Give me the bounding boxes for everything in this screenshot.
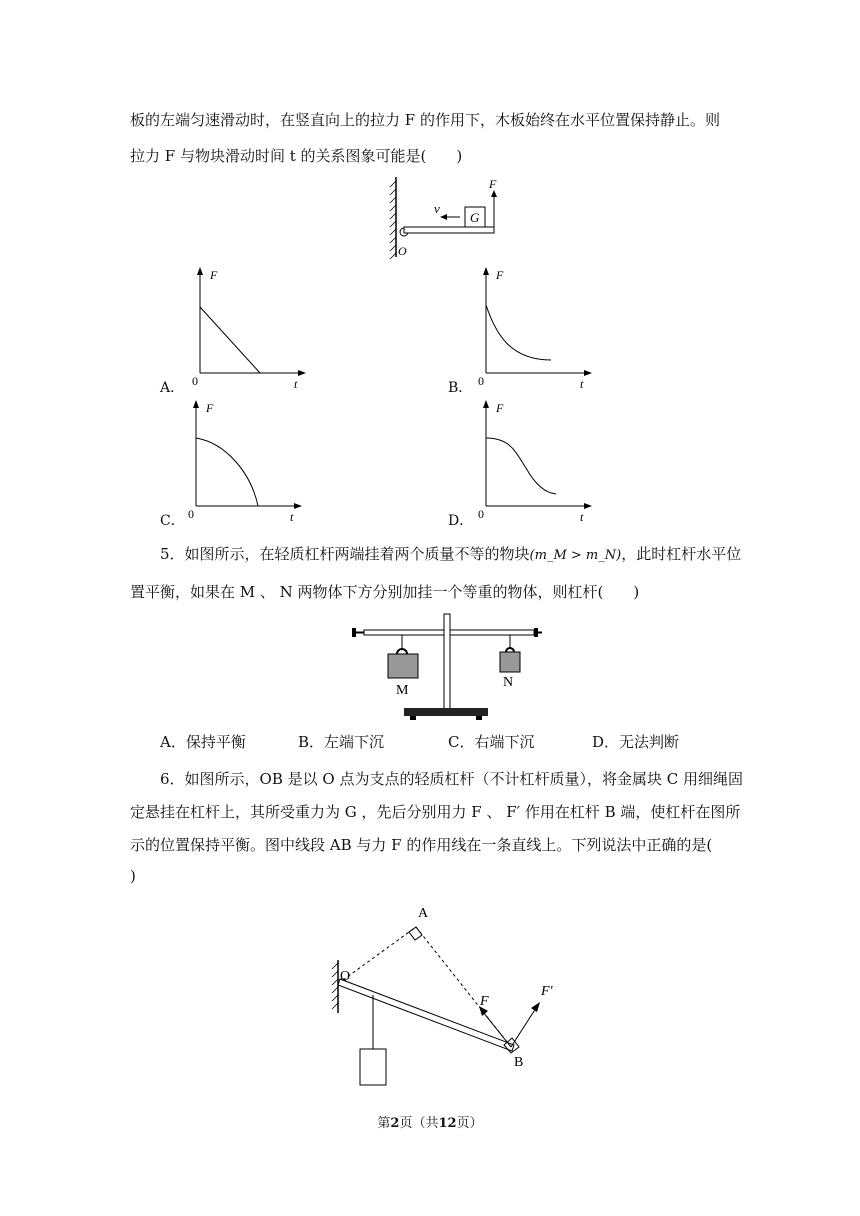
graph-c-f-axis: F <box>206 401 214 415</box>
graph-b-f-axis: F <box>496 268 504 282</box>
q4-text-line1: 板的左端匀速滑动时，在竖直向上的拉力 F 的作用下，木板始终在水平位置保持静止。则 <box>130 111 720 129</box>
q6-lever-diagram <box>328 895 588 1095</box>
footer-total-pages: 12 <box>438 1116 457 1131</box>
graph-d-origin: 0 <box>478 507 484 521</box>
force-f-label: F <box>480 994 489 1009</box>
graph-a-t-axis: t <box>294 377 298 391</box>
q5-text-line1 <box>160 544 741 566</box>
graph-d-t-axis: t <box>580 510 584 524</box>
footer-pre: 第 <box>377 1116 391 1131</box>
velocity-label: v <box>434 201 440 216</box>
pivot-o-label: O <box>398 244 407 258</box>
footer-page-number: 2 <box>390 1116 400 1131</box>
graph-a-curve <box>200 307 260 373</box>
force-f-prime-label: F′ <box>541 984 553 999</box>
graph-c[interactable] <box>186 398 306 524</box>
option-a-label[interactable]: A． <box>160 380 185 396</box>
q5-mass-inequality: (m_M > m_N) <box>529 548 622 563</box>
graph-b-t-axis: t <box>580 377 584 391</box>
q5-option-c[interactable]: C．右端下沉 <box>448 733 535 751</box>
block-g-label: G <box>470 210 480 225</box>
q6-text-line3: 示的位置保持平衡。图中线段 AB 与力 F 的作用线在一条直线上。下列说法中正确的是( <box>130 836 713 854</box>
force-f-label: F <box>489 177 497 191</box>
q4-lever-diagram <box>380 175 510 265</box>
page-footer <box>0 1112 860 1131</box>
q5-text-line1-tail: ，此时杠杆水平位 <box>621 545 742 563</box>
graph-d-f-axis: F <box>496 401 504 415</box>
graph-c-curve <box>196 438 258 506</box>
graph-d[interactable] <box>476 398 596 524</box>
graph-a[interactable] <box>190 265 310 391</box>
q6-text-line1: 6．如图所示，OB 是以 O 点为支点的轻质杠杆（不计杠杆质量），将金属块 C 用细绳固 <box>160 770 743 788</box>
footer-post: 页） <box>456 1116 483 1131</box>
graph-a-origin: 0 <box>192 374 198 388</box>
option-b-label[interactable]: B． <box>448 380 473 396</box>
graph-d-curve <box>486 438 556 494</box>
footer-mid: 页（共 <box>399 1116 439 1131</box>
q4-text-line2: 拉力 F 与物块滑动时间 t 的关系图象可能是( ) <box>130 147 463 165</box>
point-o-label: O <box>340 969 351 984</box>
option-d-label[interactable]: D． <box>448 513 474 529</box>
q6-text-line4: ) <box>130 867 136 885</box>
q5-text-line1-main: 5．如图所示，在轻质杠杆两端挂着两个质量不等的物块 <box>160 545 530 563</box>
q5-option-b[interactable]: B．左端下沉 <box>298 733 385 751</box>
graph-c-t-axis: t <box>290 510 294 524</box>
mass-n-label: N <box>503 675 514 690</box>
graph-a-f-axis: F <box>210 268 218 282</box>
metal-block-c <box>360 1049 386 1085</box>
graph-b-origin: 0 <box>478 374 484 388</box>
point-a-label: A <box>418 906 429 921</box>
q5-text-line2: 置平衡，如果在 M 、 N 两物体下方分别加挂一个等重的物体，则杠杆( ) <box>130 583 640 601</box>
graph-b[interactable] <box>476 265 596 391</box>
q5-option-d[interactable]: D．无法判断 <box>592 733 680 751</box>
graph-c-origin: 0 <box>188 507 194 521</box>
q5-option-a[interactable]: A．保持平衡 <box>160 733 246 751</box>
option-c-label[interactable]: C． <box>160 513 185 529</box>
point-b-label: B <box>514 1055 524 1070</box>
graph-b-curve <box>486 305 551 360</box>
q6-text-line2: 定悬挂在杠杆上，其所受重力为 G ，先后分别用力 F 、 F′ 作用在杠杆 B 端，使杠杆在图所 <box>130 803 741 821</box>
mass-m-label: M <box>396 683 409 698</box>
q5-balance-diagram <box>350 612 550 724</box>
